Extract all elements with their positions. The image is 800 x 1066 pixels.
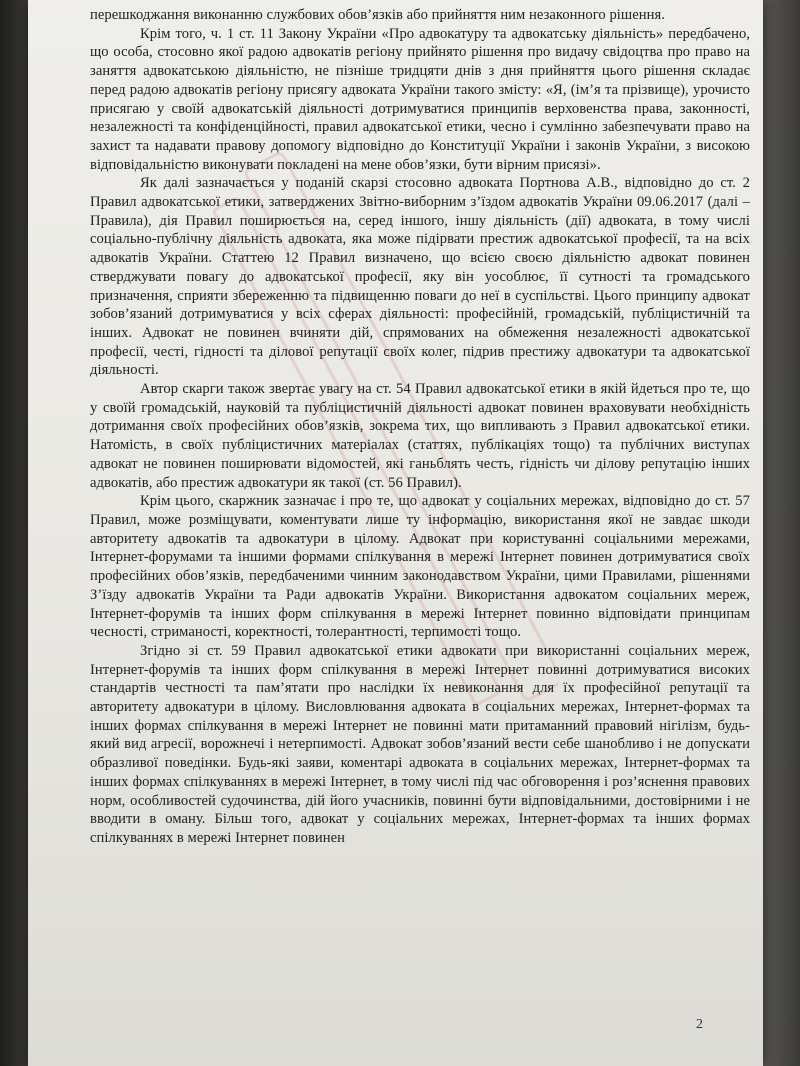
- document-page: [28, 0, 763, 1066]
- paragraph-article-54: Автор скарги також звертає увагу на ст. 54 Правил адвокатської етики в якій йдеться про те, що у своїй громадській, науковій та публіцистичній діяльності адвокат повинен враховувати необхідність дотримання своїх професійних обов’язків, зокрема тих, що випливають з Правил адвокатської етики. Натомість, в своїх публіцистичних матеріалах (статтях, публікаціях тощо) та публічних виступах адвокат не повинен поширювати відомостей, які ганьблять честь, гідність чи ділову репутацію інших адвокатів, або престиж адвокатури як такої (ст. 56 Правил).: [90, 381, 750, 491]
- paragraph-article-57: Крім цього, скаржник зазначає і про те, що адвокат у соціальних мережах, відповідно до ст. 57 Правил, може розміщувати, коментувати лише ту інформацію, використання якої не завдає шкоди авторитету адвокатів та адвокатури в цілому. Адвокат при користуванні соціальними мережами, Інтернет-форумами та іншими формами спілкування в мережі Інтернет повинен дотримуватися своїх професійних обов’язків, передбаченими чинним законодавством України, цими Правилами, рішеннями З’їзду адвокатів України та Ради адвокатів України. Використання адвокатом соціальних мереж, Інтернет-форумів та інших форм спілкування в мережі Інтернет повинно відповідати принципам чесності, стриманості, коректності, толерантності, терпимості тощо.: [90, 493, 750, 641]
- paragraph-oath: Крім того, ч. 1 ст. 11 Закону України «Про адвокатуру та адвокатську діяльність» передбачено, що особа, стосовно якої радою адвокатів регіону прийнято рішення про видачу свідоцтва про право на заняття адвокатською діяльністю, не пізніше тридцяти днів з дня прийняття цього рішення складає перед радою адвокатів регіону присягу адвоката України такого змісту: «Я, (ім’я та прізвище), урочисто присягаю у своїй адвокатській діяльності дотримуватися принципів верховенства права, законності, незалежності та конфіденційності, правил адвокатської етики, чесно і сумлінно забезпечувати право на захист та надавати правову допомогу відповідно до Конституції України і законів України, з високою відповідальністю виконувати покладені на мене обов’язки, бути вірним присязі».: [90, 25, 750, 173]
- page-number: 2: [696, 1017, 703, 1032]
- paragraph-continuation: перешкоджання виконанню службових обов’язків або прийняття ним незаконного рішення.: [90, 7, 665, 23]
- paragraph-article-59: Згідно зі ст. 59 Правил адвокатської етики адвокати при використанні соціальних мереж, Інтернет-форумів та інших форм спілкування в мережі Інтернет повинні дотримуватися високих стандартів честності та пам’ятати про наслідки їх невиконання для їх професійної репутації та авторитету адвокатури в цілому. Висловлювання адвоката в соціальних мережах, Інтернет-формах та інших формах спілкування в мережі Інтернет не повинні мати притаманний правовий нігілізм, будь-який вид агресії, ворожнечі і нетерпимості. Адвокат зобов’язаний вести себе шанобливо і не допускати образливої поведінки. Будь-які заяви, коментарі адвоката в соціальних мережах, Інтернет-формах та інших формах спілкуваннях в мережі Інтернет, в тому числі під час обговорення і роз’яснення правових норм, особливостей судочинства, дій його учасників, повинні бути відповідальними, достовірними і не вводити в оману. Більш того, адвокат у соціальних мережах, Інтернет-формах та інших формах спілкуваннях в мережі Інтернет повинен: [90, 642, 750, 846]
- document-body: [90, 6, 750, 848]
- paragraph-article-2: Як далі зазначається у поданій скарзі стосовно адвоката Портнова А.В., відповідно до ст. 2 Правил адвокатської етики, затверджених Звітно-виборним з’їздом адвокатів України 09.06.2017 (далі – Правила), дія Правил поширюється на, серед іншого, іншу діяльність (дії) адвоката, в тому числі соціально-публічну діяльність адвоката, яка може підірвати престиж адвокатської професії, та на всіх адвокатів України. Статтею 12 Правил визначено, що всією своєю діяльністю адвокат повинен стверджувати повагу до адвокатської професії, яку він уособлює, її сутності та громадського призначення, сприяти збереженню та підвищенню поваги до неї в суспільстві. Цього принципу адвокат зобов’язаний дотримуватися у всіх сферах діяльності: професійній, громадській, публіцистичній та інших. Адвокат не повинен вчиняти дій, спрямованих на обмеження незалежності адвокатської професії, честі, гідності та ділової репутації своїх колег, підрив престижу адвокатури та адвокатської діяльності.: [90, 175, 750, 379]
